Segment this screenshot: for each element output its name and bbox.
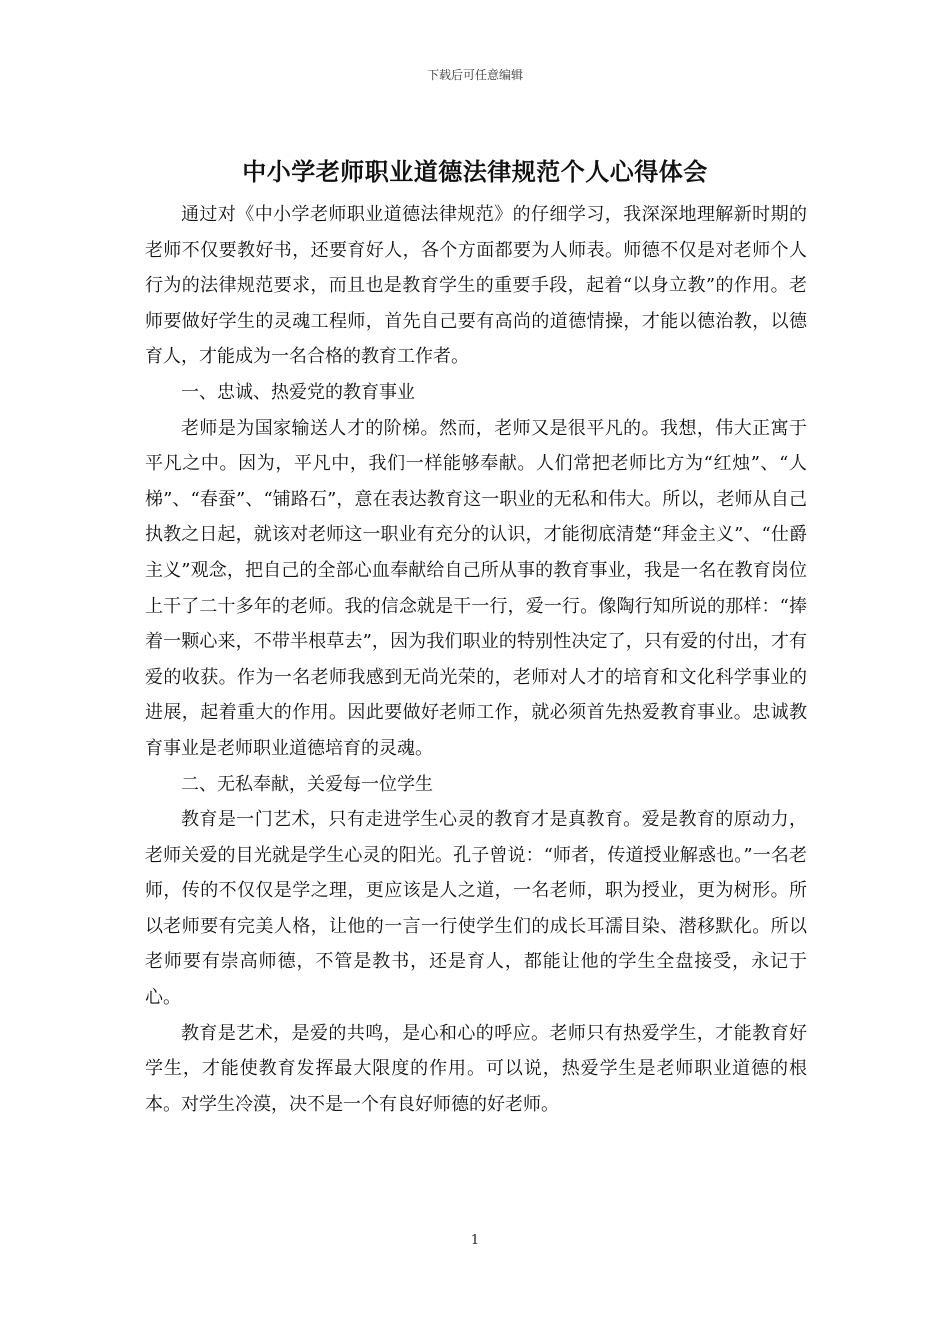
- paragraph-section-2a: 教育是一门艺术，只有走进学生心灵的教育才是真教育。爱是教育的原动力，老师关爱的目光就是学生心灵的阳光。孔子曾说：“师者，传道授业解惑也。”一名老师，传的不仅仅是学之理，更应该是人之道，一名老师，职为授业，更为树形。所以老师要有完美人格，让他的一言一行使学生们的成长耳濡目染、潜移默化。所以老师要有崇高师德，不管是教书，还是育人，都能让他的学生全盘接受，永记于心。: [145, 809, 807, 1009]
- document-title: 中小学老师职业道德法律规范个人心得体会: [242, 157, 708, 186]
- document-body: [145, 197, 807, 1122]
- paragraph-intro: 通过对《中小学老师职业道德法律规范》的仔细学习，我深深地理解新时期的老师不仅要教好书，还要育好人，各个方面都要为人师表。师德不仅是对老师个人行为的法律规范要求，而且也是教育学生的重要手段，起着“以身立教”的作用。老师要做好学生的灵魂工程师，首先自己要有高尚的道德情操，才能以德治教，以德育人，才能成为一名合格的教育工作者。: [145, 204, 807, 368]
- section-heading-1: 一、忠诚、热爱党的教育事业: [181, 381, 415, 403]
- header-note: 下载后可任意编辑: [426, 68, 523, 82]
- paragraph-section-1: 老师是为国家输送人才的阶梯。然而，老师又是很平凡的。我想，伟大正寓于平凡之中。因为，平凡中，我们一样能够奉献。人们常把老师比方为“红烛”、“人梯”、“春蚕”、“铺路石”，意在表达教育这一职业的无私和伟大。所以，老师从自己执教之日起，就该对老师这一职业有充分的认识，才能彻底清楚“拜金主义”、“仕爵主义”观念，把自己的全部心血奉献给自己所从事的教育事业，我是一名在教育岗位上干了二十多年的老师。我的信念就是干一行，爱一行。像陶行知所说的那样：“捧着一颗心来，不带半根草去”，因为我们职业的特别性决定了，只有爱的付出，才有爱的收获。作为一名老师我感到无尚光荣的，老师对人才的培育和文化科学事业的进展，起着重大的作用。因此要做好老师工作，就必须首先热爱教育事业。忠诚教育事业是老师职业道德培育的灵魂。: [145, 417, 807, 759]
- paragraph-section-2b: 教育是艺术，是爱的共鸣，是心和心的呼应。老师只有热爱学生，才能教育好学生，才能使教育发挥最大限度的作用。可以说，热爱学生是老师职业道德的根本。对学生冷漠，决不是一个有良好师德的好老师。: [145, 1022, 807, 1115]
- section-heading-2: 二、无私奉献，关爱每一位学生: [181, 773, 433, 795]
- page-number: 1: [470, 1233, 480, 1248]
